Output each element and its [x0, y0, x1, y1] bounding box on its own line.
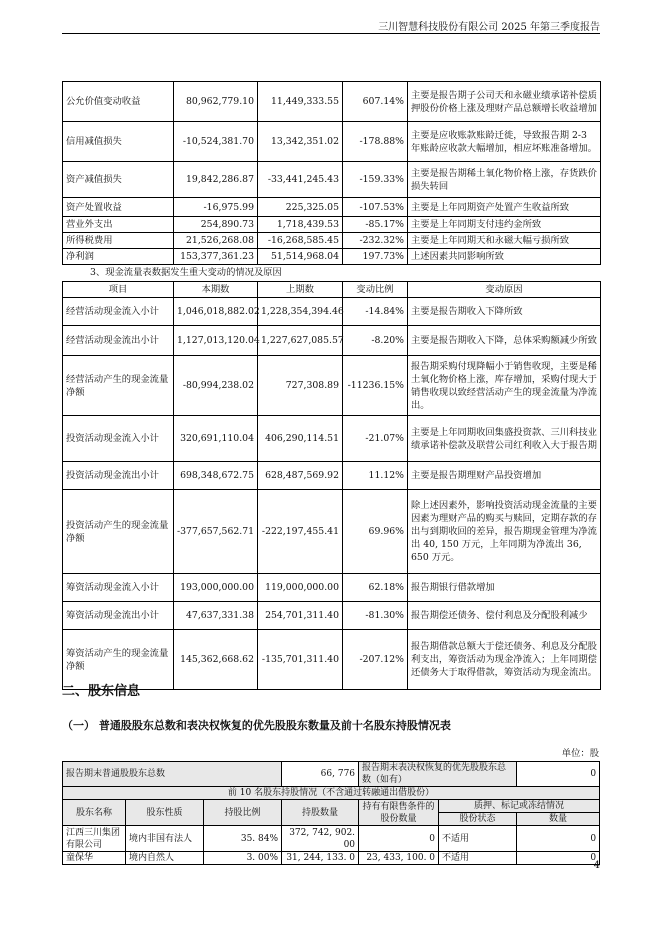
change-reason: 主要是报告期稀土氧化物价格上涨，存货跌价损失转回	[408, 162, 601, 198]
col-header-count: 数量	[517, 813, 600, 826]
table-row	[63, 217, 601, 233]
item-name: 信用减值损失	[63, 122, 174, 162]
change-ratio: -159.33%	[343, 162, 408, 198]
item-name: 筹资活动产生的现金流量净额	[63, 630, 174, 690]
table-row	[63, 630, 601, 690]
current-value: -10,524,381.70	[174, 122, 258, 162]
col-header-nature: 股东性质	[126, 800, 204, 826]
col-header-status: 股份状态	[439, 813, 517, 826]
change-reason: 主要是应收账款账龄迁徙，导致报告期 2-3 年账龄应收款大幅增加，相应坏账准备增加。	[408, 122, 601, 162]
pledge-count: 0	[517, 826, 600, 852]
current-value: 153,377,361.23	[174, 249, 258, 265]
shareholder-nature: 境内自然人	[126, 852, 204, 865]
table-header-row	[63, 282, 601, 298]
restricted-shares: 0	[359, 826, 439, 852]
table-row	[63, 356, 601, 416]
shareholder-nature: 境内非国有法人	[126, 826, 204, 852]
change-reason: 除上述因素外，影响投资活动现金流量的主要因素为理财产品的购买与赎回，定期存款的存出与到期收回的差异，报告期现金管理为净流出 40, 150 万元，上年同期为净流出 36, 650 万元。	[408, 490, 601, 574]
change-reason: 主要是报告期子公司天和永磁业绩承诺补偿质押股份价格上涨及理财产品总额增长收益增加	[408, 82, 601, 122]
shareholder-name: 江西三川集团有限公司	[63, 826, 126, 852]
item-name: 公允价值变动收益	[63, 82, 174, 122]
item-name: 投资活动现金流入小计	[63, 416, 174, 462]
shareholder-name: 童保华	[63, 852, 126, 865]
item-name: 经营活动现金流入小计	[63, 298, 174, 326]
change-ratio: 607.14%	[343, 82, 408, 122]
change-ratio: 62.18%	[343, 574, 408, 602]
income-change-table	[62, 81, 601, 265]
change-reason: 主要是上年同期天和永磁大幅亏损所致	[408, 233, 601, 249]
prior-value: -33,441,245.43	[258, 162, 343, 198]
table-row	[63, 326, 601, 356]
col-header-prior: 上期数	[258, 282, 343, 298]
current-value: 193,000,000.00	[174, 574, 258, 602]
col-header-reason: 变动原因	[408, 282, 601, 298]
col-header-name: 股东名称	[63, 800, 126, 826]
preferred-shareholders-value: 0	[517, 762, 600, 787]
table-row	[63, 198, 601, 217]
item-name: 投资活动现金流出小计	[63, 462, 174, 490]
table-row	[63, 574, 601, 602]
change-reason: 上述因素共同影响所致	[408, 249, 601, 265]
change-ratio: -8.20%	[343, 326, 408, 356]
table-row	[63, 249, 601, 265]
preferred-shareholders-label: 报告期末表决权恢复的优先股股东总数（如有）	[359, 762, 517, 787]
change-reason: 主要是上年同期支付违约金所致	[408, 217, 601, 233]
shareholder-table	[62, 761, 600, 865]
table-row	[63, 826, 600, 852]
item-name: 营业外支出	[63, 217, 174, 233]
shareholding-ratio: 35. 84%	[204, 826, 282, 852]
total-shareholders-value: 66, 776	[282, 762, 359, 787]
col-header-ratio: 持股比例	[204, 800, 282, 826]
current-value: 1,046,018,882.02	[174, 298, 258, 326]
table-row	[63, 852, 600, 865]
current-value: 80,962,779.10	[174, 82, 258, 122]
change-ratio: 197.73%	[343, 249, 408, 265]
change-ratio: -178.88%	[343, 122, 408, 162]
shareholding-ratio: 3. 00%	[204, 852, 282, 865]
prior-value: 1,227,627,085.57	[258, 326, 343, 356]
col-header-ratio: 变动比例	[343, 282, 408, 298]
change-reason: 主要是上年同期资产处置产生收益所致	[408, 198, 601, 217]
prior-value: -16,268,585.45	[258, 233, 343, 249]
change-reason: 报告期采购付现降幅小于销售收现，主要是稀土氧化物价格上涨，库存增加，采购付现大于销售收现以致经营活动产生的现金流量为净流出。	[408, 356, 601, 416]
current-value: -16,975.99	[174, 198, 258, 217]
table-row	[63, 462, 601, 490]
table-row	[63, 82, 601, 122]
col-header-item: 项目	[63, 282, 174, 298]
table-row	[63, 298, 601, 326]
restricted-shares: 23, 433, 100. 0	[359, 852, 439, 865]
item-name: 筹资活动现金流出小计	[63, 602, 174, 630]
section-title: 二、股东信息	[62, 684, 141, 699]
change-reason: 报告期借款总额大于偿还债务、利息及分配股利支出，筹资活动为现金净流入；上年同期偿还债务大于取得借款，筹资活动为现金流出。	[408, 630, 601, 690]
change-ratio: -11236.15%	[343, 356, 408, 416]
prior-value: 225,325.05	[258, 198, 343, 217]
cashflow-change-table	[62, 281, 601, 690]
change-reason: 主要是报告期理财产品投资增加	[408, 462, 601, 490]
prior-value: 11,449,333.55	[258, 82, 343, 122]
current-value: 21,526,268.08	[174, 233, 258, 249]
current-value: 47,637,331.38	[174, 602, 258, 630]
page-header-title: 三川智慧科技股份有限公司 2025 年第三季度报告	[378, 22, 600, 33]
cashflow-caption: 3、现金流量表数据发生重大变动的情况及原因	[90, 267, 282, 278]
prior-value: 1,718,439.53	[258, 217, 343, 233]
prior-value: 1,228,354,394.46	[258, 298, 343, 326]
item-name: 净利润	[63, 249, 174, 265]
item-name: 经营活动现金流出小计	[63, 326, 174, 356]
change-reason: 报告期银行借款增加	[408, 574, 601, 602]
current-value: 320,691,110.04	[174, 416, 258, 462]
change-ratio: -21.07%	[343, 416, 408, 462]
table-row	[63, 787, 600, 800]
table-row	[63, 233, 601, 249]
change-ratio: -14.84%	[343, 298, 408, 326]
shareholding-quantity: 372, 742, 902. 00	[282, 826, 359, 852]
prior-value: -222,197,455.41	[258, 490, 343, 574]
header-divider	[62, 33, 600, 34]
current-value: -377,657,562.71	[174, 490, 258, 574]
table-row	[63, 416, 601, 462]
current-value: 145,362,668.62	[174, 630, 258, 690]
prior-value: 628,487,569.92	[258, 462, 343, 490]
table-row	[63, 762, 600, 787]
item-name: 资产处置收益	[63, 198, 174, 217]
col-header-quantity: 持股数量	[282, 800, 359, 826]
change-ratio: 11.12%	[343, 462, 408, 490]
change-ratio: -81.30%	[343, 602, 408, 630]
prior-value: 119,000,000.00	[258, 574, 343, 602]
change-ratio: -232.32%	[343, 233, 408, 249]
unit-label: 单位：股	[561, 748, 599, 759]
change-ratio: -85.17%	[343, 217, 408, 233]
share-status: 不适用	[439, 852, 517, 865]
prior-value: 727,308.89	[258, 356, 343, 416]
table-row	[63, 162, 601, 198]
table-row	[63, 122, 601, 162]
item-name: 筹资活动现金流入小计	[63, 574, 174, 602]
top10-title: 前 10 名股东持股情况（不含通过转融通出借股份）	[63, 787, 600, 800]
change-ratio: 69.96%	[343, 490, 408, 574]
col-header-restricted: 持有有限售条件的股份数量	[359, 800, 439, 826]
table-row	[63, 602, 601, 630]
change-reason: 主要是报告期收入下降所致	[408, 298, 601, 326]
current-value: 254,890.73	[174, 217, 258, 233]
current-value: 1,127,013,120.04	[174, 326, 258, 356]
change-ratio: -107.53%	[343, 198, 408, 217]
prior-value: 13,342,351.02	[258, 122, 343, 162]
table-row	[63, 490, 601, 574]
change-reason: 报告期偿还债务、偿付利息及分配股利减少	[408, 602, 601, 630]
prior-value: -135,701,311.40	[258, 630, 343, 690]
change-reason: 主要是上年同期收回集盛投资款、三川科技业绩承诺补偿款及联营公司红利收入大于报告期	[408, 416, 601, 462]
change-reason: 主要是报告期收入下降，总体采购额减少所致	[408, 326, 601, 356]
col-header-current: 本期数	[174, 282, 258, 298]
prior-value: 51,514,968.04	[258, 249, 343, 265]
current-value: 698,348,672.75	[174, 462, 258, 490]
item-name: 投资活动产生的现金流量净额	[63, 490, 174, 574]
shareholding-quantity: 31, 244, 133. 0	[282, 852, 359, 865]
item-name: 经营活动产生的现金流量净额	[63, 356, 174, 416]
current-value: -80,994,238.02	[174, 356, 258, 416]
current-value: 19,842,286.87	[174, 162, 258, 198]
page-number: 4	[593, 860, 600, 871]
total-shareholders-label: 报告期末普通股股东总数	[63, 762, 282, 787]
pledge-count: 0	[517, 852, 600, 865]
subsection-title: （一） 普通股股东总数和表决权恢复的优先股股东数量及前十名股东持股情况表	[62, 719, 451, 732]
col-header-pledge: 质押、标记或冻结情况	[439, 800, 600, 813]
change-ratio: -207.12%	[343, 630, 408, 690]
item-name: 所得税费用	[63, 233, 174, 249]
share-status: 不适用	[439, 826, 517, 852]
prior-value: 406,290,114.51	[258, 416, 343, 462]
item-name: 资产减值损失	[63, 162, 174, 198]
table-header-row	[63, 800, 600, 813]
prior-value: 254,701,311.40	[258, 602, 343, 630]
